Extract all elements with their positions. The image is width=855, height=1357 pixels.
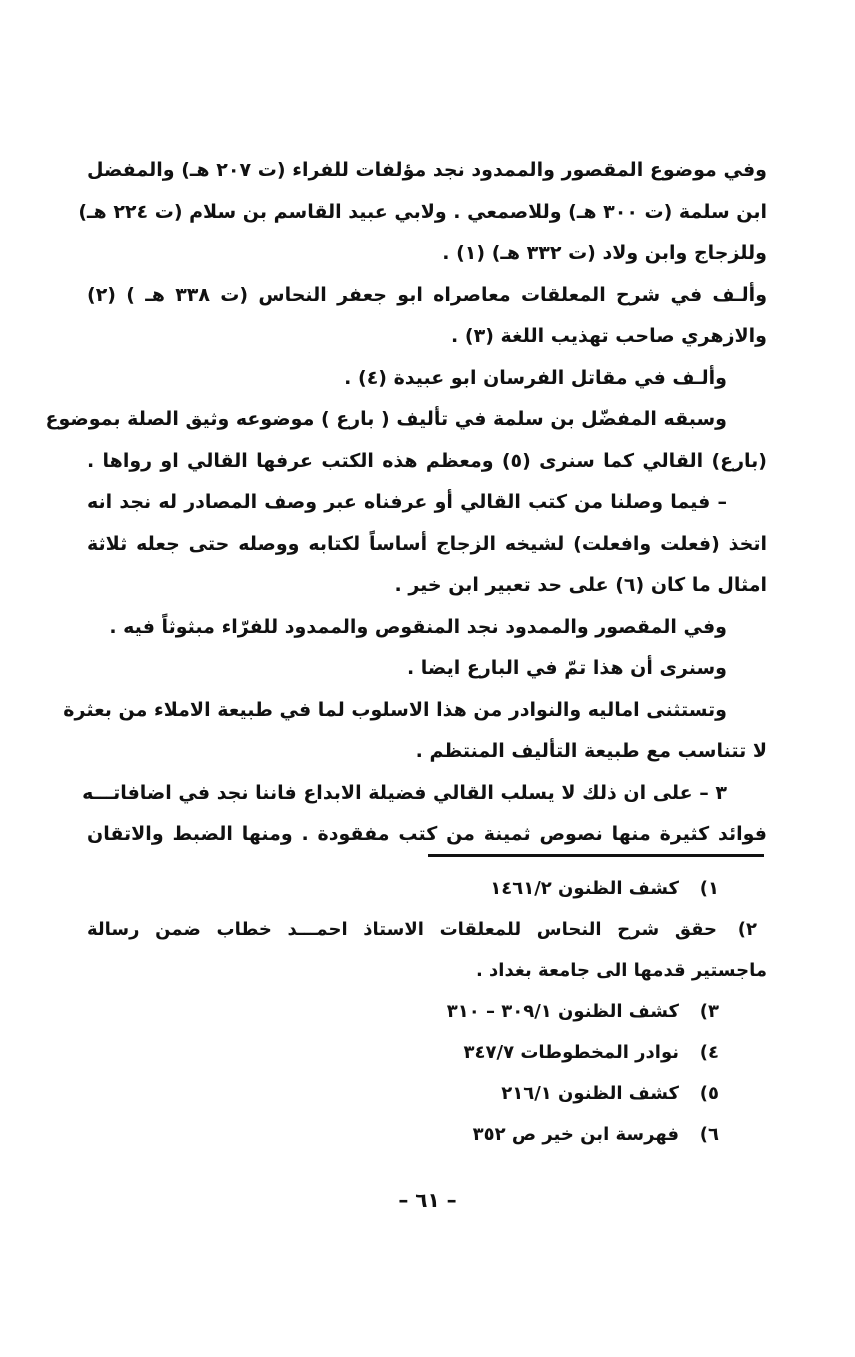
footnote-item [87, 991, 767, 1032]
footnote-text: كشف الظنون ١٤٦١/٢ [490, 878, 679, 899]
footnote-item [87, 1073, 767, 1114]
footnote-text: كشف الظنون ٢١٦/١ [501, 1083, 679, 1104]
text-line: اتخذ (فعلت وافعلت) لشيخه الزجاج أساساً لكتابه ووصله حتى جعله ثلاثة [87, 532, 767, 555]
footnote-item [87, 909, 767, 950]
text-line: ٣ – على ان ذلك لا يسلب القالي فضيلة الابداع فاننا نجد في اضافاتـــه [82, 781, 727, 804]
footnote-item [87, 1114, 767, 1155]
text-line: والازهري صاحب تهذيب اللغة (٣) . [451, 325, 767, 347]
footnote-text: نوادر المخطوطات ٣٤٧/٧ [463, 1042, 679, 1063]
page-number: – ٦١ – [398, 1188, 457, 1212]
text-line: وألـف في مقاتل الفرسان ابو عبيدة (٤) . [344, 366, 727, 389]
text-line: وفي المقصور والممدود نجد المنقوص والممدود للفرّاء مبثوثاً فيه . [109, 615, 727, 638]
text-line: وفي موضوع المقصور والممدود نجد مؤلفات للفراء (ت ٢٠٧ هـ) والمفضل [87, 159, 767, 181]
footnote-number: ١) [699, 878, 719, 899]
footnote-number: ٣) [699, 1001, 719, 1022]
footnote-text: فهرسة ابن خير ص ٣٥٢ [472, 1124, 679, 1145]
text-line: وتستثنى اماليه والنوادر من هذا الاسلوب لما في طبيعة الاملاء من بعثرة [63, 698, 727, 721]
footnote-number: ٢) [737, 919, 757, 940]
footnote-number: ٦) [699, 1124, 719, 1145]
text-line: وللزجاج وابن ولاد (ت ٣٣٢ هـ) (١) . [442, 242, 767, 264]
footnote-continuation [87, 950, 767, 991]
text-line: وسبقه المفضّل بن سلمة في تأليف ( بارع ) موضوعه وثيق الصلة بموضوع [45, 408, 727, 430]
footnote-item [87, 868, 767, 909]
footnote-separator [428, 854, 764, 857]
footnote-text: كشف الظنون ٣٠٩/١ – ٣١٠ [446, 1001, 679, 1022]
text-line: فوائد كثيرة منها نصوص ثمينة من كتب مفقودة . ومنها الضبط والاتقان [87, 823, 767, 845]
text-line: وألـف في شرح المعلقات معاصراه ابو جعفر النحاس (ت ٣٣٨ هـ ) (٢) [87, 283, 768, 306]
text-line: – فيما وصلنا من كتب القالي أو عرفناه عبر وصف المصادر له نجد انه [87, 491, 727, 513]
footnote-text: ماجستير قدمها الى جامعة بغداد . [475, 960, 767, 981]
footnotes-block [87, 868, 767, 1155]
footnote-item [87, 1032, 767, 1073]
text-line: (بارع) القالي كما سنرى (٥) ومعظم هذه الكتب عرفها القالي او رواها . [87, 449, 767, 472]
footnote-number: ٥) [699, 1083, 719, 1104]
text-line: ابن سلمة (ت ٣٠٠ هـ) وللاصمعي . ولابي عبيد القاسم بن سلام (ت ٢٢٤ هـ) [78, 200, 767, 223]
text-line: امثال ما كان (٦) على حد تعبير ابن خير . [394, 574, 767, 596]
footnote-number: ٤) [699, 1042, 719, 1063]
footnote-text: حقق شرح النحاس للمعلقات الاستاذ احمـــد خطاب ضمن رسالة [87, 919, 717, 940]
text-line: وسنرى أن هذا تمّ في البارع ايضا . [406, 657, 727, 679]
text-line: لا تتناسب مع طبيعة التأليف المنتظم . [415, 740, 767, 762]
main-text-block [45, 150, 768, 856]
